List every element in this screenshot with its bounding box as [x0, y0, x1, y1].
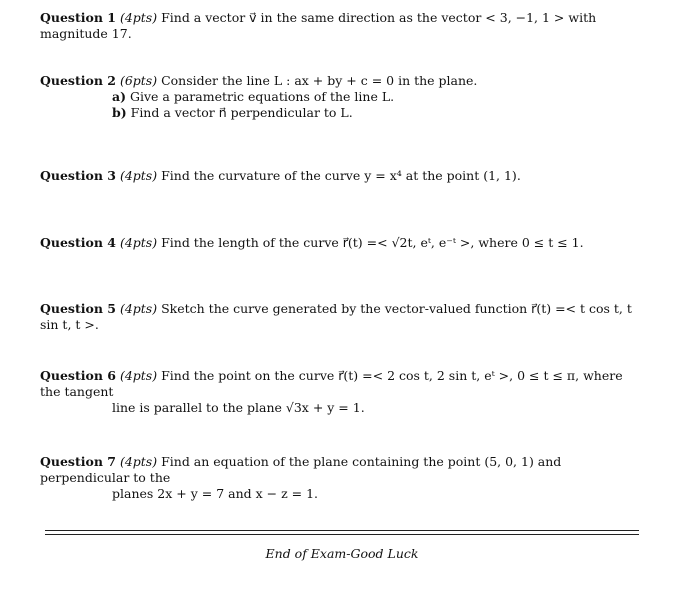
question-4-points: (4pts)	[119, 235, 158, 250]
question-1-text: Find a vector v⃗ in the same direction as the vector < 3, −1, 1 > with magnitude 17.	[40, 10, 597, 41]
question-1	[40, 10, 640, 42]
question-7-label: Question 7	[40, 454, 116, 469]
question-6-label: Question 6	[40, 368, 116, 383]
question-1-points: (4pts)	[119, 10, 158, 25]
question-2-part-a	[40, 89, 640, 105]
question-5-points: (4pts)	[119, 301, 158, 316]
question-6-points: (4pts)	[119, 368, 158, 383]
question-2-part-b	[40, 105, 640, 121]
exam-footer: End of Exam-Good Luck	[265, 546, 419, 561]
part-a-letter: a)	[112, 89, 127, 104]
question-4	[40, 235, 640, 251]
question-6	[40, 368, 640, 416]
question-7	[40, 454, 640, 502]
question-6-text-line-1: Find the point on the curve r⃗(t) =< 2 cos t, 2 sin t, eᵗ >, 0 ≤ t ≤ π, where the tangent	[40, 368, 623, 399]
question-1-label: Question 1	[40, 10, 116, 25]
question-3	[40, 168, 640, 184]
question-7-text-line-2: planes 2x + y = 7 and x − z = 1.	[112, 486, 318, 501]
question-7-points: (4pts)	[119, 454, 158, 469]
divider-rule-bottom	[45, 534, 639, 535]
part-b-letter: b)	[112, 105, 127, 120]
question-6-text-line-2: line is parallel to the plane √3x + y = 1.	[112, 400, 365, 415]
question-2-label: Question 2	[40, 73, 116, 88]
part-a-text: Give a parametric equations of the line L.	[130, 89, 395, 104]
question-2-text: Consider the line L : ax + by + c = 0 in the plane.	[161, 73, 478, 88]
question-4-text: Find the length of the curve r⃗(t) =< √2t, eᵗ, e⁻ᵗ >, where 0 ≤ t ≤ 1.	[161, 235, 584, 250]
question-7-text-line-1: Find an equation of the plane containing the point (5, 0, 1) and perpendicular to the	[40, 454, 562, 485]
divider-rule-top	[45, 530, 639, 531]
question-2-points: (6pts)	[119, 73, 158, 88]
question-3-text: Find the curvature of the curve y = x⁴ at the point (1, 1).	[161, 168, 521, 183]
question-5	[40, 301, 640, 333]
part-b-text: Find a vector n⃗ perpendicular to L.	[130, 105, 353, 120]
question-4-label: Question 4	[40, 235, 116, 250]
question-2	[40, 73, 640, 121]
question-3-points: (4pts)	[119, 168, 158, 183]
question-5-text: Sketch the curve generated by the vector-valued function r⃗(t) =< t cos t, t sin t, t >.	[40, 301, 632, 332]
question-3-label: Question 3	[40, 168, 116, 183]
question-5-label: Question 5	[40, 301, 116, 316]
